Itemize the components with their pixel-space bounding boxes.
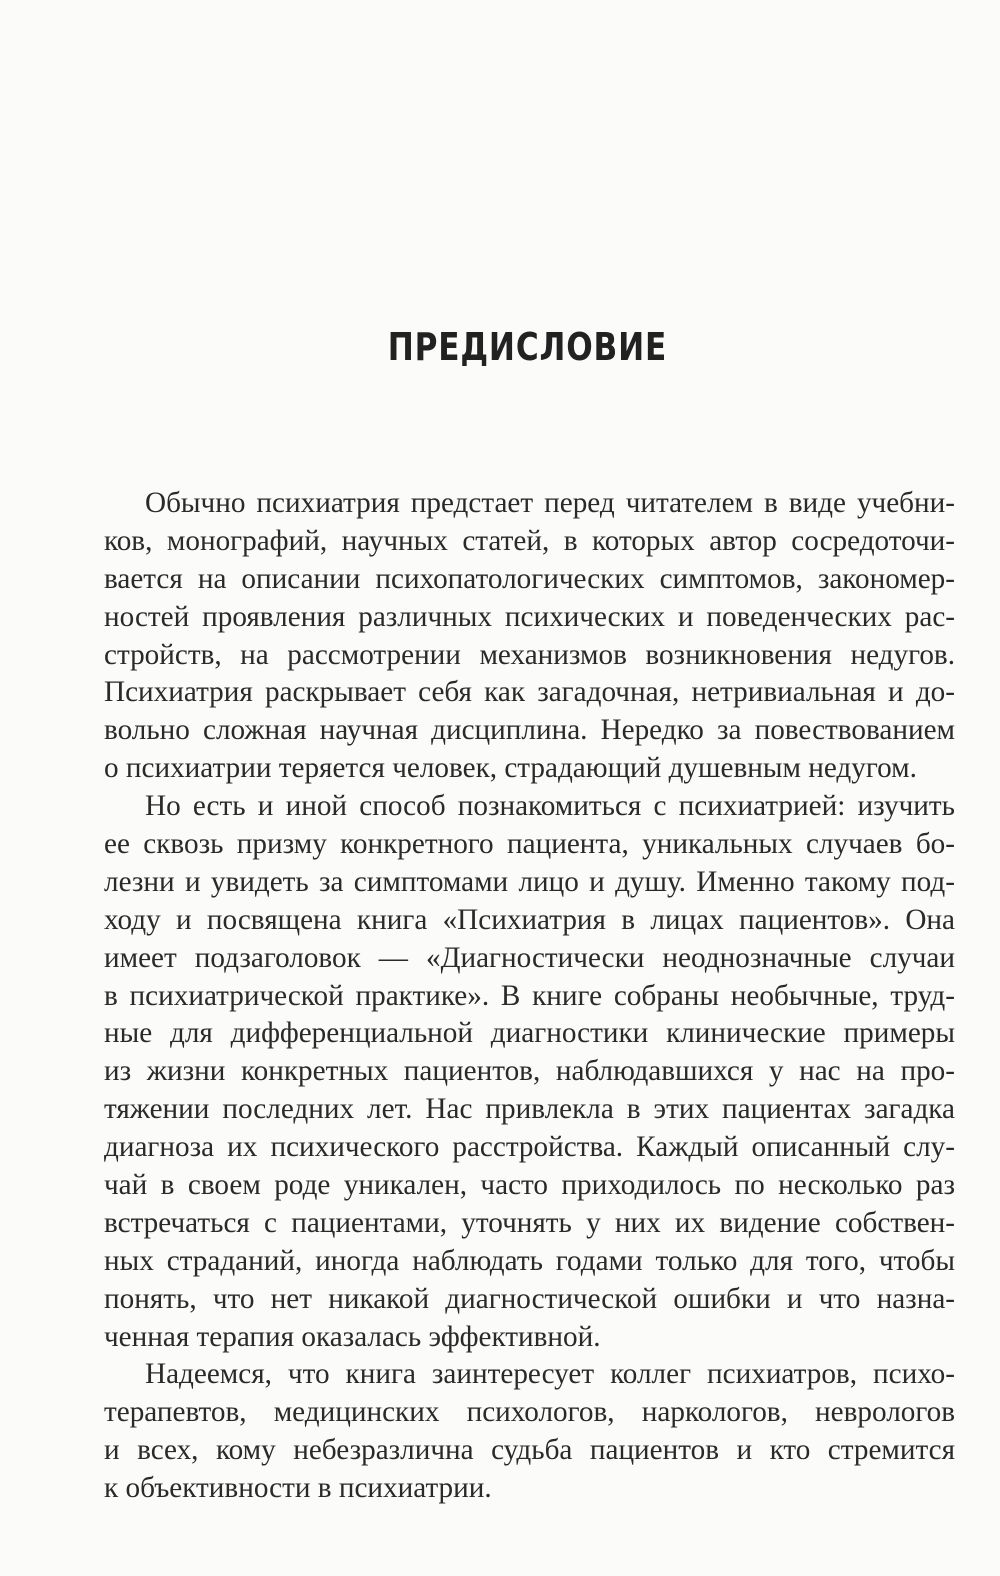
text-line: тяжении последних лет. Нас привлекла в этих пациентах загадка <box>104 1093 955 1126</box>
text-line: Психиатрия раскрывает себя как загадочная, нетривиальная и до- <box>104 676 955 709</box>
text-line: чай в своем роде уникален, часто приходилось по несколько раз <box>104 1169 955 1202</box>
text-line: в психиатрической практике». В книге собраны необычные, труд- <box>104 979 955 1012</box>
text-line: ные для дифференциальной диагностики клинические примеры <box>104 1017 955 1050</box>
text-line: к объективности в психиатрии. <box>104 1472 492 1505</box>
text-line: вается на описании психопатологических симптомов, закономер- <box>104 562 955 595</box>
page-title: ПРЕДИСЛОВИЕ <box>387 325 668 369</box>
text-line: ков, монографий, научных статей, в которых автор сосредоточи- <box>104 524 955 557</box>
text-line: Но есть и иной способ познакомиться с психиатрией: изучить <box>145 790 955 823</box>
paragraph <box>104 485 955 788</box>
text-line: вольно сложная научная дисциплина. Нередко за повествованием <box>104 714 955 747</box>
paragraph <box>104 788 955 1356</box>
preface-text <box>104 485 955 1508</box>
text-line: ченная терапия оказалась эффективной. <box>104 1320 601 1353</box>
text-line: и всех, кому небезразлична судьба пациентов и кто стремится <box>104 1434 955 1467</box>
text-line: стройств, на рассмотрении механизмов возникновения недугов. <box>104 638 955 671</box>
text-line: диагноза их психического расстройства. Каждый описанный слу- <box>104 1131 955 1164</box>
text-line: Обычно психиатрия предстает перед читателем в виде учебни- <box>145 487 955 519</box>
text-line: из жизни конкретных пациентов, наблюдавшихся у нас на про- <box>104 1055 955 1088</box>
text-line: ее сквозь призму конкретного пациента, уникальных случаев бо- <box>104 828 955 861</box>
text-line: встречаться с пациентами, уточнять у них их видение собствен- <box>104 1206 955 1239</box>
paragraph <box>104 1356 955 1508</box>
text-line: лезни и увидеть за симптомами лицо и душу. Именно такому под- <box>104 865 955 898</box>
text-line: Надеемся, что книга заинтересует коллег психиатров, психо- <box>145 1358 955 1391</box>
text-line: понять, что нет никакой диагностической ошибки и что назна- <box>104 1282 955 1315</box>
text-line: о психиатрии теряется человек, страдающий душевным недугом. <box>104 752 917 785</box>
text-line: имеет подзаголовок — «Диагностически неоднозначные случаи <box>104 941 955 974</box>
text-line: ходу и посвящена книга «Психиатрия в лицах пациентов». Она <box>104 903 955 936</box>
text-line: терапевтов, медицинских психологов, наркологов, неврологов <box>104 1396 955 1429</box>
text-line: ностей проявления различных психических и поведенческих рас- <box>104 600 955 633</box>
text-line: ных страданий, иногда наблюдать годами только для того, чтобы <box>104 1244 955 1277</box>
